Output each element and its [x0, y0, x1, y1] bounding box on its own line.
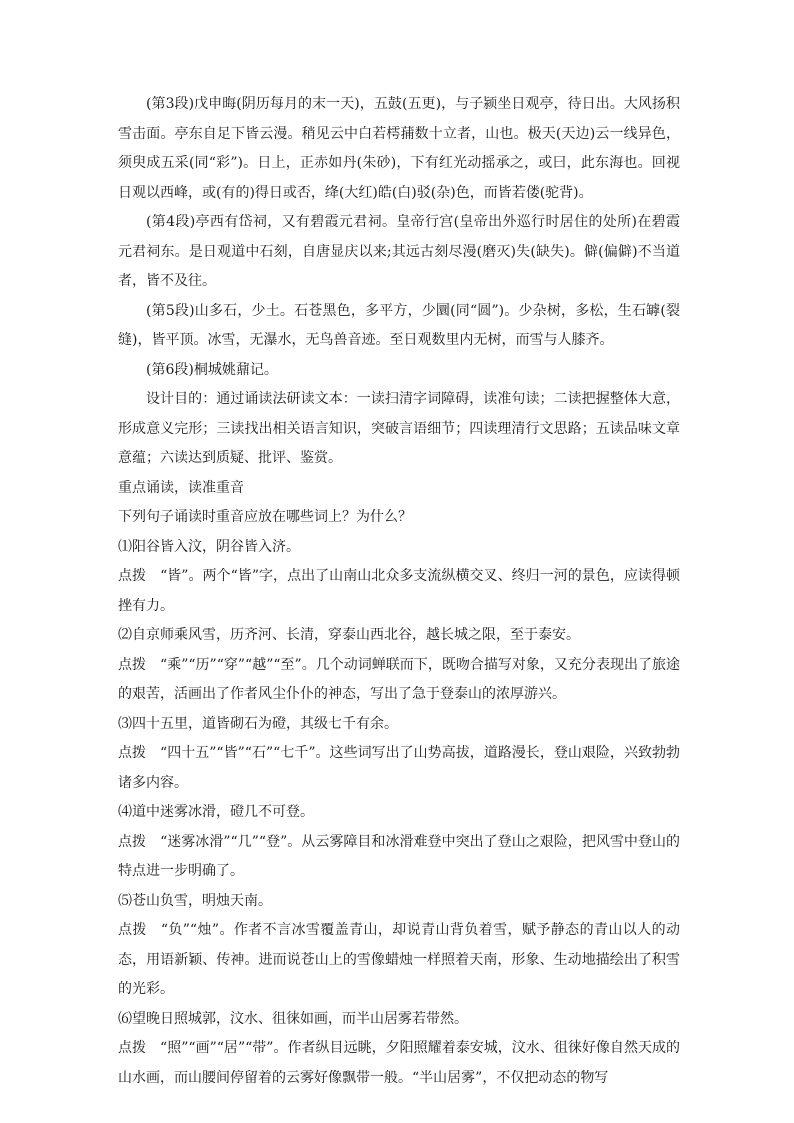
paragraph-6: (第6段)桐城姚鼐记。 — [146, 361, 278, 378]
item-2-label: 点拨 — [118, 656, 147, 673]
item-4-sentence: ⑷道中迷雾冰滑，磴几不可登。 — [118, 804, 314, 820]
item-3-sentence: ⑶四十五里，道皆砌石为磴，其级七千有余。 — [118, 715, 398, 732]
item-3-label: 点拨 — [118, 745, 147, 761]
item-4-comment-text: “迷雾冰滑”“几”“登”。从云雾障目和冰滑难登中突出了登山之艰险，把风雪中登山的特点进一步明确了。 — [118, 833, 680, 879]
item-3-comment — [118, 739, 680, 798]
item-4-comment — [118, 828, 680, 887]
item-2-comment — [118, 651, 680, 710]
item-2-comment-text: “乘”“历”“穿”“越”“至”。几个动词蝉联而下，既吻合描写对象，又充分表现出了旅途的艰苦，活画出了作者风尘仆仆的神态，写出了急于登泰山的浓厚游兴。 — [118, 656, 681, 702]
item-5-comment-text: “负”“烛”。作者不言冰雪覆盖青山，却说青山背负着雪，赋予静态的青山以人的动态，用语新颖、传神。进而说苍山上的雪像蜡烛一样照着天南，形象、生动地描绘出了积雪的光彩。 — [118, 922, 680, 997]
paragraph-3: (第3段)戊申晦(阴历每月的末一天)，五鼓(五更)，与子颍坐日观亭，待日出。大风扬积雪击面。亭东自足下皆云漫。稍见云中白若樗蒱数十立者，山也。极天(天边)云一线异色，须臾成五采(同“彩”)。日上，正赤如丹(朱砂)，下有红光动摇承之，或曰，此东海也。回视日观以西峰，或(有的)得日或否，绛(大红)皓(白)驳(杂)色，而皆若偻(驼背)。 — [118, 96, 680, 201]
item-2-sentence: ⑵自京师乘风雪，历齐河、长清，穿泰山西北谷，越长城之限，至于泰安。 — [118, 627, 580, 643]
item-5-comment — [118, 916, 680, 1005]
section-question: 下列句子诵读时重音应放在哪些词上？为什么？ — [118, 509, 412, 525]
item-6-comment — [118, 1034, 680, 1093]
item-6-label: 点拨 — [118, 1040, 147, 1056]
item-1-label: 点拨 — [118, 568, 147, 584]
item-5-sentence: ⑸苍山负雪，明烛天南。 — [118, 892, 272, 909]
paragraph-4: (第4段)亭西有岱祠，又有碧霞元君祠。皇帝行宫(皇帝出外巡行时居住的处所)在碧霞元君祠东。是日观道中石刻，自唐显庆以来;其远古刻尽漫(磨灭)失(缺失)。僻(偏僻)不当道者，皆不及往。 — [118, 214, 680, 289]
section-heading: 重点诵读，读准重音 — [118, 479, 244, 496]
design-purpose: 设计目的：通过诵读法研读文本：一读扫清字词障碍，读准句读；二读把握整体大意，形成意义完形；三读找出相关语言知识，突破言语细节；四读理清行文思路；五读品味文章意蕴；六读达到质疑、批评、鉴赏。 — [118, 391, 680, 466]
document-page — [118, 90, 680, 1093]
item-1-sentence: ⑴阳谷皆入汶，阴谷皆入济。 — [118, 538, 300, 555]
item-3-comment-text: “四十五”“皆”“石”“七千”。这些词写出了山势高拔，道路漫长，登山艰险，兴致勃勃诸多内容。 — [118, 745, 680, 791]
item-6-sentence: ⑹望晚日照城郭，汶水、徂徕如画，而半山居雾若带然。 — [118, 1010, 468, 1027]
item-6-comment-text: “照”“画”“居”“带”。作者纵目远眺，夕阳照耀着泰安城，汶水、徂徕好像自然天成的山水画，而山腰间停留着的云雾好像飘带一般。“半山居雾”，不仅把动态的物写 — [118, 1040, 680, 1086]
item-1-comment-text: “皆”。两个“皆”字，点出了山南山北众多支流纵横交叉、终归一河的景色，应读得顿挫有力。 — [118, 568, 680, 614]
paragraph-5: (第5段)山多石，少土。石苍黑色，多平方，少圜(同“圆”)。少杂树，多松，生石罅(裂缝)，皆平顶。冰雪，无瀑水，无鸟兽音迹。至日观数里内无树，而雪与人膝齐。 — [118, 302, 680, 348]
item-1-comment — [118, 562, 680, 621]
item-4-label: 点拨 — [118, 833, 147, 850]
item-5-label: 点拨 — [118, 922, 147, 938]
